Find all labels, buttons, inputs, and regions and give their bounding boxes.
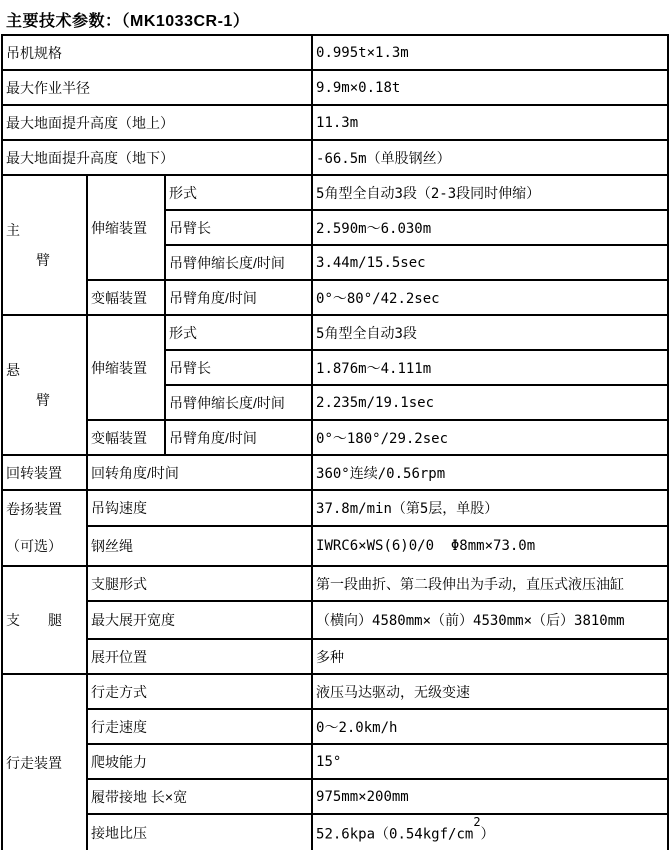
- main-boom-extension-label: 吊臂伸缩长度/时间: [165, 245, 312, 280]
- slewing-group-cell: 回转装置: [2, 455, 87, 490]
- row-outrigger-positions: [2, 639, 668, 674]
- wire-rope-value: IWRC6×WS(6)0/0 Φ8mm×73.0m: [312, 526, 668, 566]
- max-lift-above-value: 11.3m: [312, 105, 668, 140]
- crane-spec-value: 0.995t×1.3m: [312, 35, 668, 70]
- main-boom-angle-label: 吊臂角度/时间: [165, 280, 312, 315]
- fly-jib-angle-label: 吊臂角度/时间: [165, 420, 312, 455]
- winch-group-cell: [2, 490, 87, 566]
- row-main-boom-form: [2, 175, 668, 210]
- main-boom-luffing-cell: 变幅装置: [87, 280, 165, 315]
- slewing-param-value: 360°连续/0.56rpm: [312, 455, 668, 490]
- outrigger-form-label: 支腿形式: [87, 566, 312, 601]
- fly-jib-group-line1: 悬: [6, 362, 20, 378]
- row-outrigger-form: [2, 566, 668, 601]
- fly-jib-group-cell: [2, 315, 87, 455]
- ground-pressure-value: [312, 814, 668, 850]
- row-ground-pressure: [2, 814, 668, 850]
- fly-jib-length-label: 吊臂长: [165, 350, 312, 385]
- travel-speed-value: 0～2.0km/h: [312, 709, 668, 744]
- main-boom-group-cell: [2, 175, 87, 315]
- outrigger-group-cell: 支 腿: [2, 566, 87, 674]
- gradeability-value: 15°: [312, 744, 668, 779]
- winch-group-line1: 卷扬装置: [6, 501, 62, 517]
- fly-jib-extension-label: 吊臂伸缩长度/时间: [165, 385, 312, 420]
- main-boom-angle-value: 0°～80°/42.2sec: [312, 280, 668, 315]
- row-track-contact: [2, 779, 668, 814]
- row-max-lift-below: [2, 140, 668, 175]
- max-working-radius-label: 最大作业半径: [2, 70, 312, 105]
- row-main-boom-angle: [2, 280, 668, 315]
- fly-jib-group-line2: 臂: [36, 392, 50, 408]
- wire-rope-label: 钢丝绳: [87, 526, 312, 566]
- track-contact-value: 975mm×200mm: [312, 779, 668, 814]
- fly-jib-extension-value: 2.235m/19.1sec: [312, 385, 668, 420]
- max-lift-below-value: -66.5m（单股钢丝）: [312, 140, 668, 175]
- max-working-radius-value: 9.9m×0.18t: [312, 70, 668, 105]
- row-max-lift-above: [2, 105, 668, 140]
- page-title: 主要技术参数：（MK1033CR-1）: [6, 13, 250, 30]
- fly-jib-luffing-cell: 变幅装置: [87, 420, 165, 455]
- outrigger-max-spread-label: 最大展开宽度: [87, 601, 312, 639]
- row-outrigger-max-spread: [2, 601, 668, 639]
- main-boom-form-label: 形式: [165, 175, 312, 210]
- max-lift-below-label: 最大地面提升高度（地下）: [2, 140, 312, 175]
- main-boom-length-value: 2.590m～6.030m: [312, 210, 668, 245]
- main-boom-group-line1: 主: [6, 222, 20, 238]
- main-boom-length-label: 吊臂长: [165, 210, 312, 245]
- outrigger-max-spread-value: （横向）4580mm×（前）4530mm×（后）3810mm: [312, 601, 668, 639]
- hook-speed-value: 37.8m/min（第5层，单股）: [312, 490, 668, 526]
- slewing-param-label: 回转角度/时间: [87, 455, 312, 490]
- outrigger-positions-label: 展开位置: [87, 639, 312, 674]
- spec-table: [1, 34, 669, 850]
- fly-jib-angle-value: 0°～180°/29.2sec: [312, 420, 668, 455]
- row-slewing: [2, 455, 668, 490]
- row-fly-jib-angle: [2, 420, 668, 455]
- ground-pressure-label: 接地比压: [87, 814, 312, 850]
- row-gradeability: [2, 744, 668, 779]
- main-boom-form-value: 5角型全自动3段（2-3段同时伸缩）: [312, 175, 668, 210]
- row-winch-wire-rope: [2, 526, 668, 566]
- row-max-working-radius: [2, 70, 668, 105]
- ground-pressure-text: 52.6kpa（0.54kgf/cm: [316, 826, 474, 843]
- crane-spec-label: 吊机规格: [2, 35, 312, 70]
- fly-jib-form-value: 5角型全自动3段: [312, 315, 668, 350]
- fly-jib-length-value: 1.876m～4.111m: [312, 350, 668, 385]
- fly-jib-telescopic-cell: 伸缩装置: [87, 315, 165, 420]
- hook-speed-label: 吊钩速度: [87, 490, 312, 526]
- row-fly-jib-form: [2, 315, 668, 350]
- outrigger-form-value: 第一段曲折、第二段伸出为手动，直压式液压油缸: [312, 566, 668, 601]
- travel-mode-value: 液压马达驱动，无级变速: [312, 674, 668, 709]
- main-boom-extension-value: 3.44m/15.5sec: [312, 245, 668, 280]
- gradeability-label: 爬坡能力: [87, 744, 312, 779]
- winch-group-line2: （可选）: [6, 538, 62, 554]
- ground-pressure-superscript: 2: [473, 815, 481, 830]
- track-contact-label: 履带接地 长×宽: [87, 779, 312, 814]
- travel-group-cell: 行走装置: [2, 674, 87, 850]
- spec-table-body: [2, 35, 668, 850]
- travel-speed-label: 行走速度: [87, 709, 312, 744]
- main-boom-group-line2: 臂: [36, 252, 50, 268]
- fly-jib-form-label: 形式: [165, 315, 312, 350]
- main-boom-telescopic-cell: 伸缩装置: [87, 175, 165, 280]
- max-lift-above-label: 最大地面提升高度（地上）: [2, 105, 312, 140]
- row-travel-mode: [2, 674, 668, 709]
- row-winch-hook-speed: [2, 490, 668, 526]
- row-crane-spec: [2, 35, 668, 70]
- travel-mode-label: 行走方式: [87, 674, 312, 709]
- outrigger-positions-value: 多种: [312, 639, 668, 674]
- ground-pressure-text-end: ）: [480, 826, 495, 843]
- row-travel-speed: [2, 709, 668, 744]
